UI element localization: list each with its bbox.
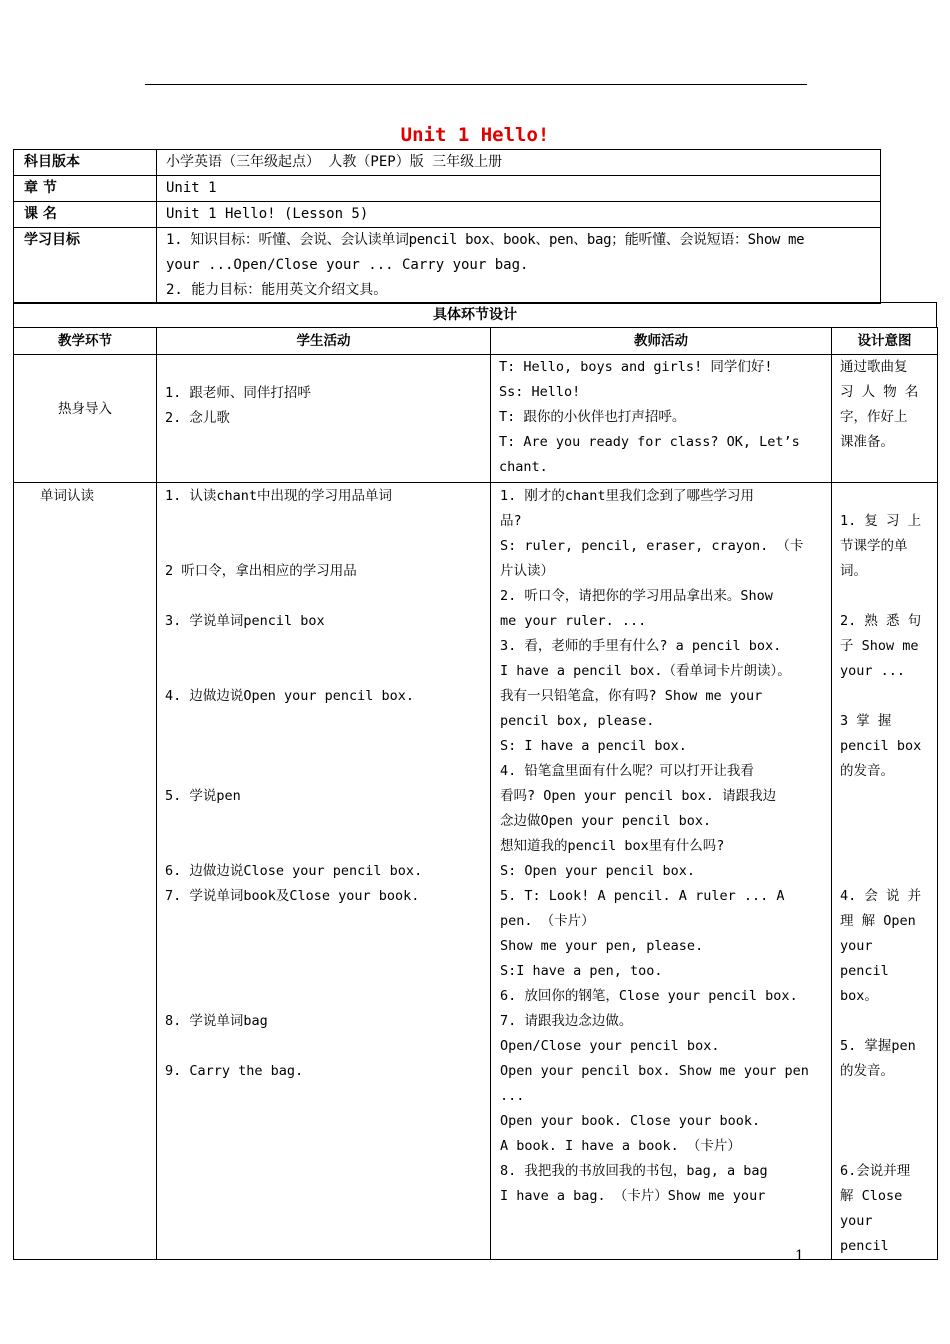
activity-line bbox=[165, 934, 482, 959]
activity-line bbox=[165, 759, 482, 784]
activity-line: Show me your pen, please. bbox=[500, 938, 704, 954]
intent-line: your bbox=[840, 1213, 873, 1229]
stage-warmup: 热身导入 bbox=[14, 355, 157, 483]
activity-line bbox=[165, 534, 482, 559]
activity-line: 5. T: Look! A pencil. A ruler ... A bbox=[500, 888, 785, 904]
intent-line: 5. 掌握pen bbox=[840, 1038, 916, 1054]
activity-line: 片认读） bbox=[500, 563, 554, 579]
activity-line: pen. （卡片） bbox=[500, 913, 595, 929]
info-row bbox=[14, 150, 881, 176]
page-number: 1 bbox=[795, 1248, 804, 1264]
intent-line: 习 人 物 名 bbox=[840, 384, 919, 400]
activity-line: S: ruler, pencil, eraser, crayon. （卡 bbox=[500, 538, 804, 554]
activity-line bbox=[165, 509, 482, 534]
info-row bbox=[14, 202, 881, 228]
activity-line: 看吗? Open your pencil box. 请跟我边 bbox=[500, 788, 777, 804]
intent-line bbox=[840, 1084, 929, 1109]
section-title: 具体环节设计 bbox=[13, 302, 937, 327]
objectives-row bbox=[14, 228, 881, 304]
activity-line: 8. 我把我的书放回我的书包，bag, a bag bbox=[500, 1163, 768, 1179]
activity-line: 2. 听口令，请把你的学习用品拿出来。Show bbox=[500, 588, 773, 604]
header-rule bbox=[145, 84, 807, 85]
objective-line: 2. 能力目标：能用英文介绍文具。 bbox=[166, 282, 388, 298]
column-header: 设计意图 bbox=[832, 328, 938, 355]
info-label: 课 名 bbox=[14, 202, 157, 228]
intent-line: 节课学的单 bbox=[840, 538, 908, 554]
objectives-lines bbox=[166, 228, 874, 303]
warmup-student-activity bbox=[157, 355, 491, 483]
activity-line: 我有一只铅笔盒，你有吗? Show me your bbox=[500, 688, 763, 704]
info-label: 章 节 bbox=[14, 176, 157, 202]
intent-line: 1. 复 习 上 bbox=[840, 513, 922, 529]
intent-line: your bbox=[840, 938, 873, 954]
activity-line: 1. 跟老师、同伴打招呼 bbox=[165, 385, 311, 401]
intent-line: your ... bbox=[840, 663, 906, 679]
activity-line: 2 听口令，拿出相应的学习用品 bbox=[165, 563, 357, 579]
intent-line bbox=[840, 834, 929, 859]
activity-line: S: I have a pencil box. bbox=[500, 738, 687, 754]
objective-line: 1. 知识目标：听懂、会说、会认读单词pencil box、book、pen、bag；能听懂、会说短语：Show me bbox=[166, 232, 805, 248]
intent-line: pencil bbox=[840, 963, 889, 979]
activity-line: I have a bag. （卡片）Show me your bbox=[500, 1188, 766, 1204]
column-header: 教师活动 bbox=[491, 328, 832, 355]
activity-line bbox=[165, 959, 482, 984]
intent-line: 的发音。 bbox=[840, 1063, 894, 1079]
words-row bbox=[14, 483, 938, 1260]
activity-line: me your ruler. ... bbox=[500, 613, 647, 629]
activity-line: Open your pencil box. Show me your pen bbox=[500, 1063, 809, 1079]
intent-lines bbox=[840, 484, 929, 1259]
column-header: 教学环节 bbox=[14, 328, 157, 355]
intent-line bbox=[840, 1134, 929, 1159]
intent-line bbox=[840, 859, 929, 884]
activity-line bbox=[165, 659, 482, 684]
activity-line bbox=[165, 634, 482, 659]
activity-line bbox=[165, 984, 482, 1009]
intent-line: 解 Close bbox=[840, 1188, 903, 1204]
intent-line: 6.会说并理 bbox=[840, 1163, 911, 1179]
warmup-row bbox=[14, 355, 938, 483]
warmup-design-intent bbox=[832, 355, 938, 483]
page-title: Unit 1 Hello! bbox=[400, 124, 550, 146]
words-teacher-activity bbox=[491, 483, 832, 1260]
intent-line: 3 掌 握 bbox=[840, 713, 892, 729]
words-design-intent bbox=[832, 483, 938, 1260]
column-header-row bbox=[14, 328, 938, 355]
activity-line: 2. 念儿歌 bbox=[165, 410, 230, 426]
intent-line bbox=[840, 784, 929, 809]
info-row bbox=[14, 176, 881, 202]
intent-line bbox=[840, 484, 929, 509]
activity-line: T: 跟你的小伙伴也打声招呼。 bbox=[499, 409, 686, 425]
intent-line bbox=[840, 1009, 929, 1034]
activity-lines bbox=[499, 355, 823, 480]
activity-line: A book. I have a book. （卡片） bbox=[500, 1138, 741, 1154]
activity-line: 3. 学说单词pencil box bbox=[165, 613, 325, 629]
activity-line: 念边做Open your pencil box. bbox=[500, 813, 712, 829]
activity-line: 7. 请跟我边念边做。 bbox=[500, 1013, 633, 1029]
lesson-design-table bbox=[13, 327, 938, 1260]
info-value: 小学英语（三年级起点） 人教（PEP）版 三年级上册 bbox=[157, 150, 881, 176]
activity-line: Ss: Hello! bbox=[499, 384, 581, 400]
activity-line: Open your book. Close your book. bbox=[500, 1113, 761, 1129]
activity-line bbox=[165, 809, 482, 834]
intent-line bbox=[840, 809, 929, 834]
warmup-teacher-activity bbox=[491, 355, 832, 483]
activity-line: 1. 认读chant中出现的学习用品单词 bbox=[165, 488, 393, 504]
words-student-activity bbox=[157, 483, 491, 1260]
intent-line: 4. 会 说 并 bbox=[840, 888, 922, 904]
intent-lines bbox=[840, 355, 929, 455]
intent-line: 2. 熟 悉 句 bbox=[840, 613, 922, 629]
info-value: Unit 1 Hello! (Lesson 5) bbox=[157, 202, 881, 228]
intent-line: 理 解 Open bbox=[840, 913, 916, 929]
activity-line bbox=[165, 834, 482, 859]
stage-words: 单词认读 bbox=[14, 483, 157, 1260]
activity-lines bbox=[165, 484, 482, 1084]
activity-line: 3. 看，老师的手里有什么? a pencil box. bbox=[500, 638, 782, 654]
column-header: 学生活动 bbox=[157, 328, 491, 355]
activity-line: I have a pencil box.（看单词卡片朗读）。 bbox=[500, 663, 791, 679]
activity-line: 8. 学说单词bag bbox=[165, 1013, 268, 1029]
activity-line: 7. 学说单词book及Close your book. bbox=[165, 888, 420, 904]
intent-line: 的发音。 bbox=[840, 763, 894, 779]
activity-lines bbox=[500, 484, 823, 1209]
intent-line: pencil bbox=[840, 1238, 889, 1254]
intent-line bbox=[840, 684, 929, 709]
activity-line: pencil box, please. bbox=[500, 713, 655, 729]
intent-line: box。 bbox=[840, 988, 878, 1004]
activity-line: chant. bbox=[499, 459, 548, 475]
activity-line bbox=[165, 584, 482, 609]
activity-line: 4. 边做边说Open your pencil box. bbox=[165, 688, 415, 704]
activity-line bbox=[165, 709, 482, 734]
activity-line bbox=[165, 734, 482, 759]
intent-line: 字，作好上 bbox=[840, 409, 908, 425]
activity-line: Open/Close your pencil box. bbox=[500, 1038, 720, 1054]
activity-lines bbox=[165, 381, 482, 431]
lesson-info-table bbox=[13, 149, 881, 304]
activity-line bbox=[165, 1034, 482, 1059]
objective-line: your ...Open/Close your ... Carry your bag. bbox=[166, 257, 529, 273]
objectives-text bbox=[157, 228, 881, 304]
activity-line: S: Open your pencil box. bbox=[500, 863, 696, 879]
intent-line: 词。 bbox=[840, 563, 867, 579]
activity-line bbox=[165, 909, 482, 934]
intent-line bbox=[840, 584, 929, 609]
activity-line: 9. Carry the bag. bbox=[165, 1063, 304, 1079]
intent-line: 课准备。 bbox=[840, 434, 894, 450]
intent-line bbox=[840, 1109, 929, 1134]
activity-line: 6. 边做边说Close your pencil box. bbox=[165, 863, 423, 879]
intent-line: 子 Show me bbox=[840, 638, 919, 654]
info-label: 科目版本 bbox=[14, 150, 157, 176]
activity-line: T: Hello, boys and girls! 同学们好! bbox=[499, 359, 773, 375]
intent-line: 通过歌曲复 bbox=[840, 359, 908, 375]
activity-line: 品? bbox=[500, 513, 522, 529]
activity-line: 6. 放回你的钢笔，Close your pencil box. bbox=[500, 988, 798, 1004]
activity-line: S:I have a pen, too. bbox=[500, 963, 663, 979]
activity-line: 4. 铅笔盒里面有什么呢？可以打开让我看 bbox=[500, 763, 754, 779]
activity-line: 5. 学说pen bbox=[165, 788, 241, 804]
info-value: Unit 1 bbox=[157, 176, 881, 202]
activity-line: 1. 刚才的chant里我们念到了哪些学习用 bbox=[500, 488, 755, 504]
intent-line: pencil box bbox=[840, 738, 922, 754]
activity-line: T: Are you ready for class? OK, Let’s bbox=[499, 434, 800, 450]
activity-line: ... bbox=[500, 1088, 525, 1104]
objectives-label: 学习目标 bbox=[14, 228, 157, 304]
activity-line: 想知道我的pencil box里有什么吗? bbox=[500, 838, 725, 854]
